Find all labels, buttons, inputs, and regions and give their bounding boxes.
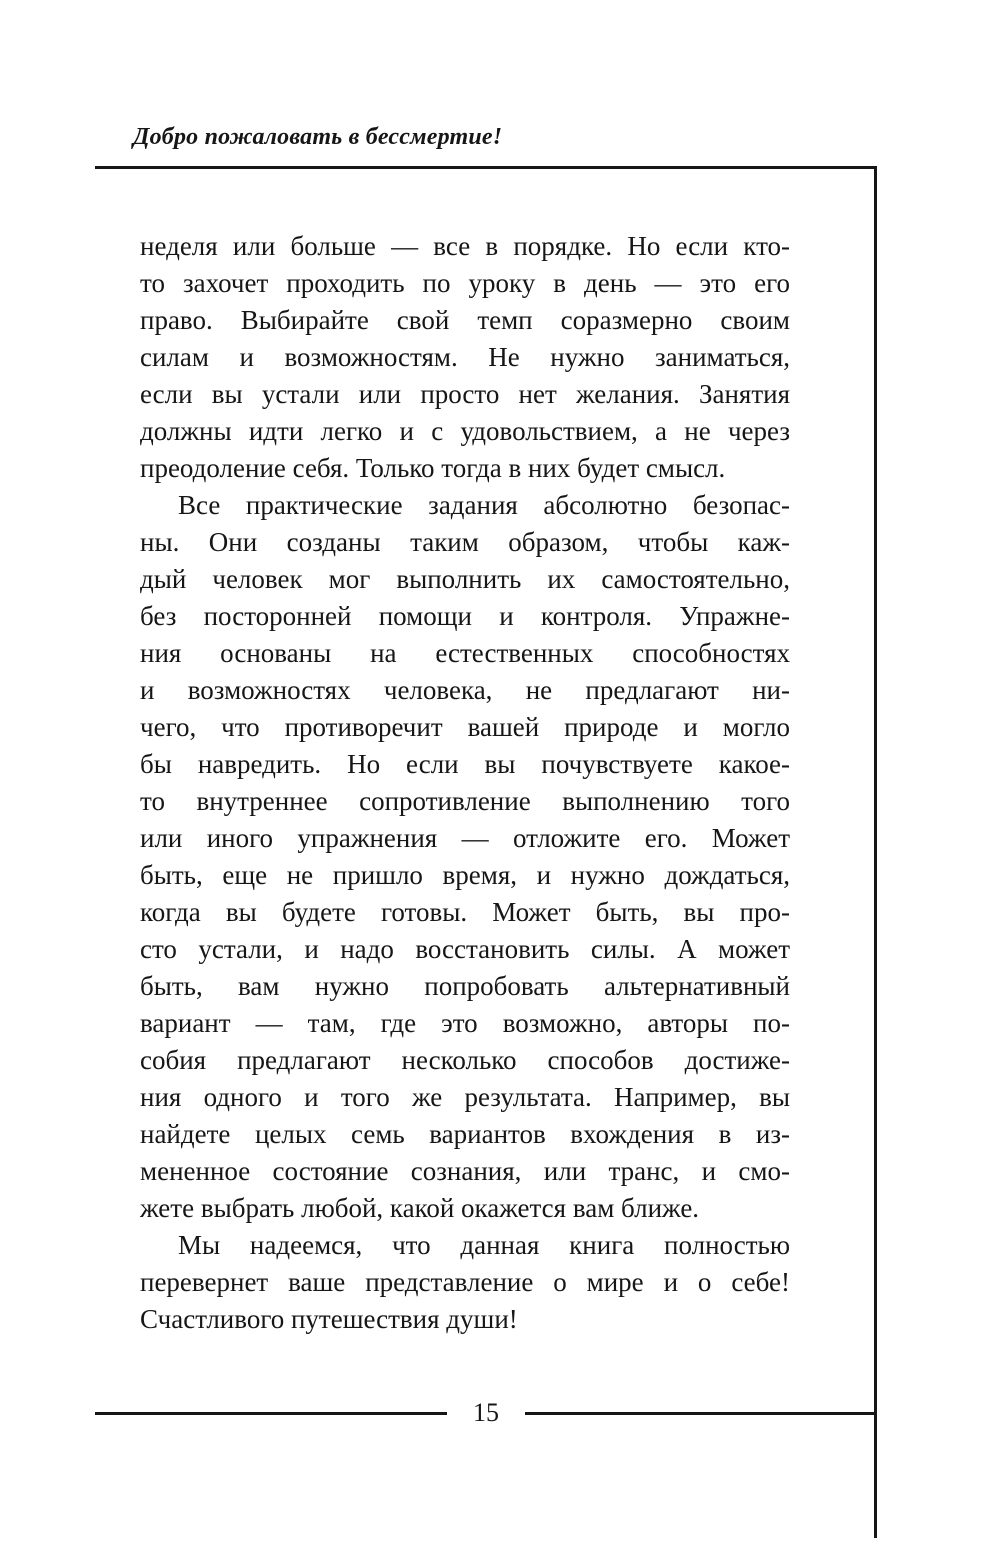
text-line: ния одного и того же результата. Например, вы: [140, 1082, 790, 1112]
text-line: чего, что противоречит вашей природе и могло: [140, 712, 790, 742]
text-line: силам и возможностям. Не нужно заниматься,: [140, 342, 790, 372]
header-rule: [95, 166, 877, 169]
text-line: Мы надеемся, что данная книга полностью: [178, 1230, 790, 1260]
text-line: бы навредить. Но если вы почувствуете какое-: [140, 749, 790, 779]
text-line: ны. Они созданы таким образом, чтобы каж-: [140, 527, 790, 557]
running-header: Добро пожаловать в бессмертие!: [133, 124, 503, 150]
text-line: жете выбрать любой, какой окажется вам ближе.: [140, 1193, 700, 1223]
text-line: вариант — там, где это возможно, авторы по-: [140, 1008, 790, 1038]
text-line: Счастливого путешествия души!: [140, 1304, 518, 1334]
page-number: 15: [473, 1398, 499, 1427]
text-line: должны идти легко и с удовольствием, а не через: [140, 416, 790, 446]
text-line: перевернет ваше представление о мире и о себе!: [140, 1267, 790, 1297]
text-line: Все практические задания абсолютно безопас-: [178, 490, 790, 520]
text-line: быть, вам нужно попробовать альтернативный: [140, 971, 790, 1001]
text-line: то внутреннее сопротивление выполнению того: [140, 786, 790, 816]
text-line: без посторонней помощи и контроля. Упражне-: [140, 601, 790, 631]
text-line: или иного упражнения — отложите его. Может: [140, 823, 790, 853]
text-line: найдете целых семь вариантов вхождения в из-: [140, 1119, 790, 1149]
paragraph: [140, 487, 790, 1227]
text-line: если вы устали или просто нет желания. Занятия: [140, 379, 790, 409]
text-line: неделя или больше — все в порядке. Но если кто-: [140, 231, 790, 261]
text-line: когда вы будете готовы. Может быть, вы про-: [140, 897, 790, 927]
text-line: дый человек мог выполнить их самостоятельно,: [140, 564, 790, 594]
text-line: сто устали, и надо восстановить силы. А может: [140, 934, 790, 964]
text-line: ния основаны на естественных способностях: [140, 638, 790, 668]
page-footer: [95, 1398, 877, 1428]
text-line: собия предлагают несколько способов достиже-: [140, 1045, 790, 1075]
text-line: быть, еще не пришло время, и нужно дождаться,: [140, 860, 790, 890]
text-line: мененное состояние сознания, или транс, и смо-: [140, 1156, 790, 1186]
text-line: и возможностях человека, не предлагают ни-: [140, 675, 790, 705]
footer-rule-left: [95, 1412, 447, 1415]
text-line: преодоление себя. Только тогда в них будет смысл.: [140, 453, 726, 483]
text-line: то захочет проходить по уроку в день — это его: [140, 268, 790, 298]
footer-rule-right: [525, 1412, 877, 1415]
text-line: право. Выбирайте свой темп соразмерно своим: [140, 305, 790, 335]
body-text: [140, 228, 790, 1338]
paragraph: [140, 228, 790, 487]
right-border-rule: [874, 166, 877, 1538]
paragraph: [140, 1227, 790, 1338]
